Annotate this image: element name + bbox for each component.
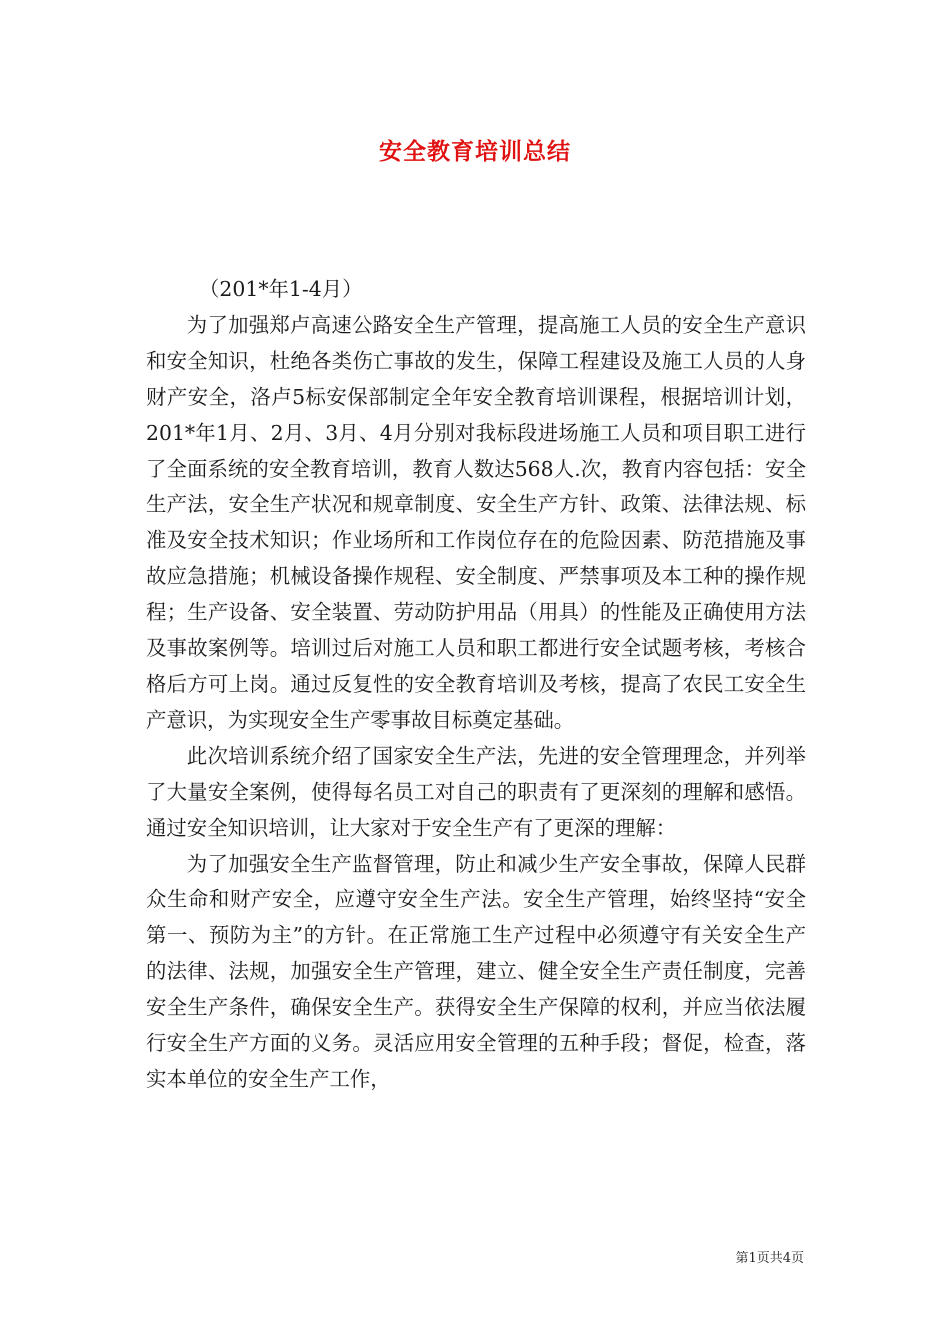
page-number: 第1页共4页: [735, 1251, 804, 1266]
paragraph-2: 此次培训系统介绍了国家安全生产法，先进的安全管理理念，并列举了大量安全案例，使得每名员工对自己的职责有了更深刻的理解和感悟。通过安全知识培训，让大家对于安全生产有了更深的理解：: [146, 743, 806, 840]
document-title: 安全教育培训总结: [379, 138, 571, 165]
document-body: [146, 272, 806, 1098]
paragraph-1: 为了加强郑卢高速公路安全生产管理，提高施工人员的安全生产意识和安全知识，杜绝各类伤亡事故的发生，保障工程建设及施工人员的人身财产安全，洛卢5标安保部制定全年安全教育培训课程，根据培训计划，201*年1月、2月、3月、4月分别对我标段进场施工人员和项目职工进行了全面系统的安全教育培训，教育人数达568人.次，教育内容包括：安全生产法，安全生产状况和规章制度、安全生产方针、政策、法律法规、标准及安全技术知识；作业场所和工作岗位存在的危险因素、防范措施及事故应急措施；机械设备操作规程、安全制度、严禁事项及本工种的操作规程；生产设备、安全装置、劳动防护用品（用具）的性能及正确使用方法及事故案例等。培训过后对施工人员和职工都进行安全试题考核，考核合格后方可上岗。通过反复性的安全教育培训及考核，提高了农民工安全生产意识，为实现安全生产零事故目标奠定基础。: [146, 312, 806, 732]
date-range: （201*年1-4月）: [199, 277, 363, 301]
paragraph-3: 为了加强安全生产监督管理，防止和减少生产安全事故，保障人民群众生命和财产安全，应遵守安全生产法。安全生产管理，始终坚持“安全第一、预防为主”的方针。在正常施工生产过程中必须遵守有关安全生产的法律、法规，加强安全生产管理，建立、健全安全生产责任制度，完善安全生产条件，确保安全生产。获得安全生产保障的权利，并应当依法履行安全生产方面的义务。灵活应用安全管理的五种手段；督促，检查，落实本单位的安全生产工作，: [146, 851, 806, 1091]
